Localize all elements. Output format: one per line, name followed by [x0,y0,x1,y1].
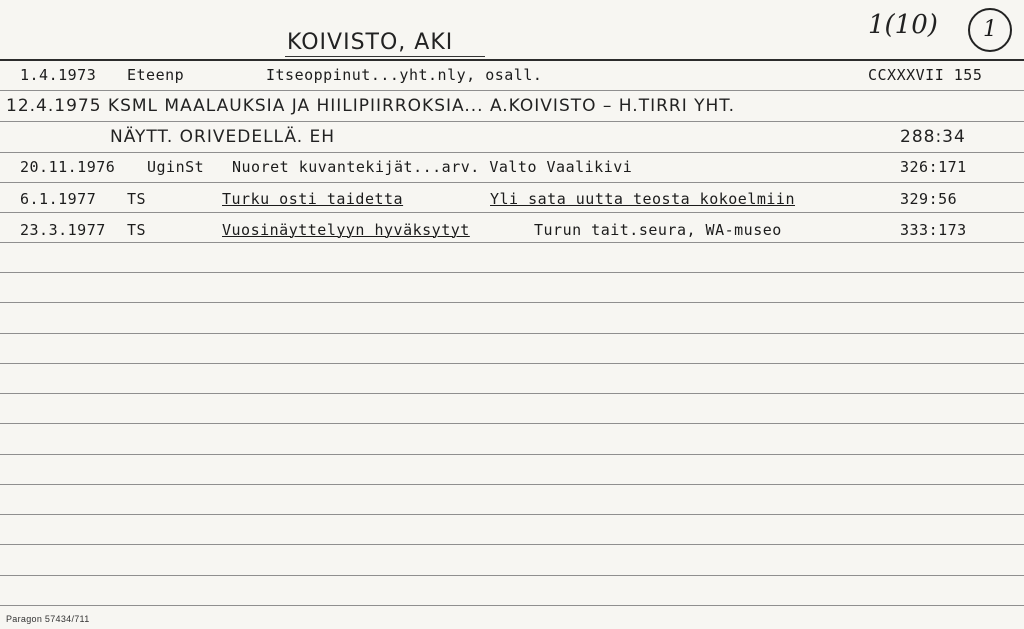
ruled-line [0,575,1024,576]
ruled-line [0,393,1024,394]
ruled-line [0,212,1024,213]
ruled-line [0,90,1024,91]
entry-subtitle: Yli sata uutta teosta kokoelmiin [490,190,795,208]
entry-source: Eteenp [127,66,185,84]
handwritten-ref: 288:34 [900,127,966,147]
ruled-line [0,423,1024,424]
ruled-line [0,121,1024,122]
ruled-line [0,605,1024,606]
entry-text: Itseoppinut...yht.nly, osall. [266,66,543,84]
handwritten-line-2: NÄYTT. ORIVEDELLÄ. EH [110,127,336,147]
handwritten-line-1: 12.4.1975 KSML MAALAUKSIA JA HIILIPIIRROKSIA... A.KOIVISTO – H.TIRRI YHT. [6,96,736,116]
card-name-heading: KOIVISTO, AKI [287,30,454,55]
ruled-line [0,454,1024,455]
ruled-line [0,333,1024,334]
entry-date: 23.3.1977 [20,221,106,239]
entry-ref: 333:173 [900,221,967,239]
ruled-line [0,152,1024,153]
ruled-line [0,484,1024,485]
entry-source: TS [127,221,147,239]
header-rule [0,59,1024,61]
entry-date: 6.1.1977 [20,190,97,208]
entry-ref: CCXXXVII 155 [868,66,983,84]
card-number-circle: 1 [968,8,1012,52]
ruled-line [0,514,1024,515]
entry-text: Vuosinäyttelyyn hyväksytyt [222,221,470,239]
page-reference: 1(10) [868,10,938,40]
entry-ref: 326:171 [900,158,967,176]
ruled-line [0,302,1024,303]
entry-source: UginSt [147,158,205,176]
entry-subtitle: Turun tait.seura, WA-museo [534,221,782,239]
entry-date: 1.4.1973 [20,66,97,84]
entry-date: 20.11.1976 [20,158,116,176]
ruled-line [0,182,1024,183]
ruled-line [0,363,1024,364]
name-underline [285,56,485,57]
printer-imprint: Paragon 57434/711 [6,614,90,624]
ruled-line [0,544,1024,545]
ruled-line [0,242,1024,243]
entry-text: Nuoret kuvantekijät...arv. Valto Vaalikivi [232,158,633,176]
entry-text: Turku osti taidetta [222,190,404,208]
entry-ref: 329:56 [900,190,958,208]
entry-source: TS [127,190,147,208]
ruled-line [0,272,1024,273]
